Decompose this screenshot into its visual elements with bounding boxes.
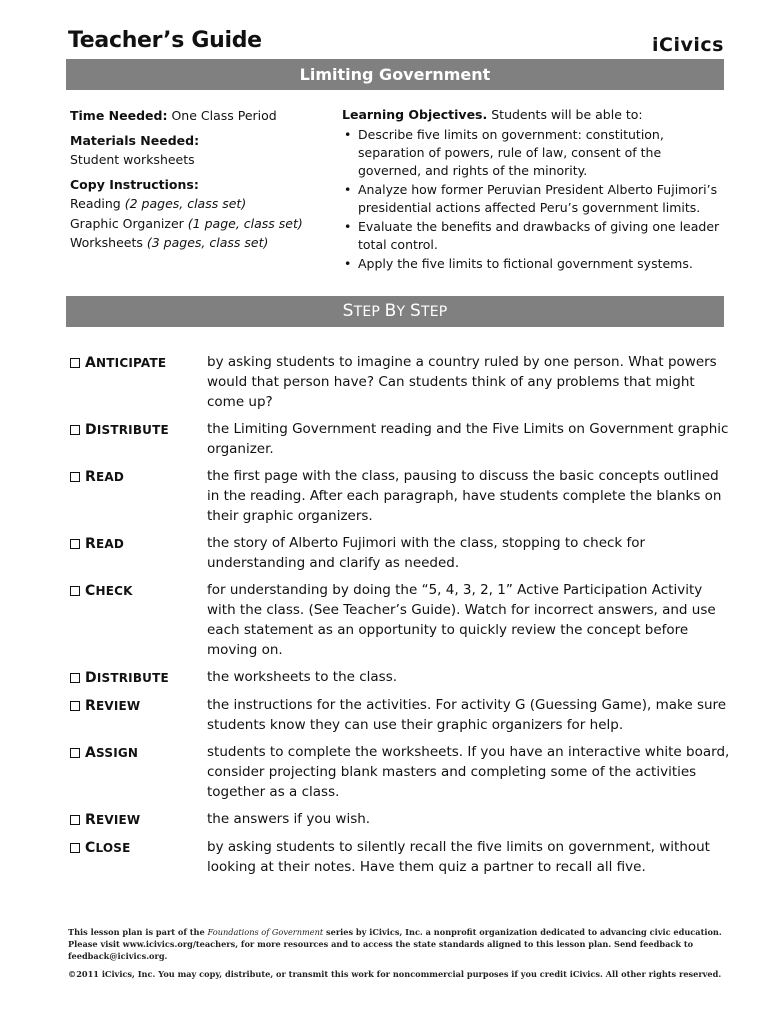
step-description: by asking students to imagine a country ruled by one person. What powers would that person have? Can students think of any problems that might come up? xyxy=(207,354,717,410)
objectives-heading xyxy=(342,106,726,124)
step-row xyxy=(70,352,730,412)
objectives-label: Learning Objectives. xyxy=(342,107,488,122)
page-header xyxy=(68,28,724,58)
step-verb xyxy=(70,667,207,688)
steps-list xyxy=(70,352,730,877)
copy-item-name: Worksheets xyxy=(70,235,143,250)
icivics-logo xyxy=(652,34,724,56)
materials-label: Materials Needed: xyxy=(70,132,200,148)
checkbox-icon xyxy=(70,748,80,758)
checkbox-icon xyxy=(70,472,80,482)
step-row xyxy=(70,667,730,688)
step-description: the answers if you wish. xyxy=(207,811,371,827)
step-row xyxy=(70,419,730,459)
step-verb-label: REVIEW xyxy=(85,698,141,714)
step-row xyxy=(70,695,730,735)
step-description: the instructions for the activities. For activity G (Guessing Game), make sure students know they can use their graphic organizers for help. xyxy=(207,697,727,733)
objective-item: • Evaluate the benefits and drawbacks of giving one leader total control. xyxy=(342,218,726,254)
step-description: for understanding by doing the “5, 4, 3, 2, 1” Active Participation Activity with the class. (See Teacher’s Guide). Watch for incorrect answers, and use each statement as an opportunity to quickly review the concept before moving on. xyxy=(207,582,716,658)
footer-note xyxy=(68,926,730,962)
step-verb xyxy=(70,466,207,526)
step-verb-label: DISTRIBUTE xyxy=(85,670,169,686)
step-description: the Limiting Government reading and the Five Limits on Government graphic organizer. xyxy=(207,421,729,457)
copy-item xyxy=(70,194,330,214)
step-by-step-heading: STEP BY STEP xyxy=(342,301,448,321)
step-row xyxy=(70,809,730,830)
footer-text: series by iCivics, Inc. a nonprofit organization dedicated to advancing civic education. Please visit www.icivics.org/teachers, for more resources and to access the state standards aligned to this lesson plan. Send feedback to feedback@icivics.org. xyxy=(68,927,722,961)
time-needed xyxy=(70,106,330,126)
objective-item: • Describe five limits on government: constitution, separation of powers, rule of law, consent of the governed, and rights of the minority. xyxy=(342,126,726,180)
copy-instructions-label: Copy Instructions: xyxy=(70,176,199,192)
step-verb xyxy=(70,580,207,660)
step-verb xyxy=(70,837,207,877)
copy-item-detail: (3 pages, class set) xyxy=(146,235,269,250)
checkbox-icon xyxy=(70,425,80,435)
copy-item xyxy=(70,214,330,234)
objectives-intro: Students will be able to: xyxy=(491,107,643,122)
checkbox-icon xyxy=(70,586,80,596)
step-description: students to complete the worksheets. If you have an interactive white board, consider projecting blank masters and completing some of the activities together as a class. xyxy=(207,744,730,800)
step-verb-label: ASSIGN xyxy=(85,745,139,761)
checkbox-icon xyxy=(70,358,80,368)
step-description: the first page with the class, pausing to discuss the basic concepts outlined in the reading. After each paragraph, have students complete the blanks on their graphic organizers. xyxy=(207,468,722,524)
copy-item-name: Graphic Organizer xyxy=(70,215,184,231)
step-row xyxy=(70,580,730,660)
lesson-info-column xyxy=(70,106,330,253)
copy-item-name: Reading xyxy=(70,196,121,211)
step-by-step-band xyxy=(66,296,724,327)
checkbox-icon xyxy=(70,701,80,711)
step-verb-label: ANTICIPATE xyxy=(85,355,167,371)
checkbox-icon xyxy=(70,843,80,853)
time-needed-value: One Class Period xyxy=(171,108,277,123)
step-verb xyxy=(70,742,207,802)
step-verb-label: READ xyxy=(85,536,125,552)
step-verb-label: CLOSE xyxy=(85,840,131,856)
step-row xyxy=(70,742,730,802)
step-row xyxy=(70,533,730,573)
lesson-title-band: Limiting Government xyxy=(66,59,724,90)
checkbox-icon xyxy=(70,539,80,549)
time-needed-label: Time Needed: xyxy=(70,108,168,123)
step-row xyxy=(70,837,730,877)
learning-objectives xyxy=(342,106,726,274)
step-description: by asking students to silently recall the five limits on government, without looking at their notes. Have them quiz a partner to recall all five. xyxy=(207,839,710,875)
step-verb xyxy=(70,809,207,830)
step-verb xyxy=(70,533,207,573)
step-verb xyxy=(70,419,207,459)
copy-item-detail: (2 pages, class set) xyxy=(124,196,247,211)
checkbox-icon xyxy=(70,815,80,825)
step-verb-label: CHECK xyxy=(85,583,133,599)
objectives-list xyxy=(342,126,726,273)
step-verb-label: REVIEW xyxy=(85,812,141,828)
copy-item xyxy=(70,233,330,253)
step-verb xyxy=(70,352,207,412)
step-row xyxy=(70,466,730,526)
document-title: Teacher’s Guide xyxy=(68,28,262,53)
objective-item: • Analyze how former Peruvian President Alberto Fujimori’s presidential actions affected Peru’s government limits. xyxy=(342,181,726,217)
step-description: the story of Alberto Fujimori with the class, stopping to check for understanding and clarify as needed. xyxy=(207,535,646,571)
copy-item-detail: (1 page, class set) xyxy=(187,215,303,231)
step-verb-label: READ xyxy=(85,469,125,485)
materials-value: Student worksheets xyxy=(70,152,195,167)
step-description: the worksheets to the class. xyxy=(207,669,398,685)
footer-text: This lesson plan is part of the xyxy=(68,927,205,937)
logo-text: iCivics xyxy=(652,34,724,56)
step-verb-label: DISTRIBUTE xyxy=(85,422,169,438)
footer-copyright: ©2011 iCivics, Inc. You may copy, distribute, or transmit this work for noncommercial purposes if you credit iCivics. All other rights reserved. xyxy=(68,969,722,979)
checkbox-icon xyxy=(70,673,80,683)
footer-series-name: Foundations of Government xyxy=(207,927,324,937)
step-verb xyxy=(70,695,207,735)
page-footer xyxy=(68,926,730,980)
objective-item: • Apply the five limits to fictional government systems. xyxy=(342,255,726,273)
